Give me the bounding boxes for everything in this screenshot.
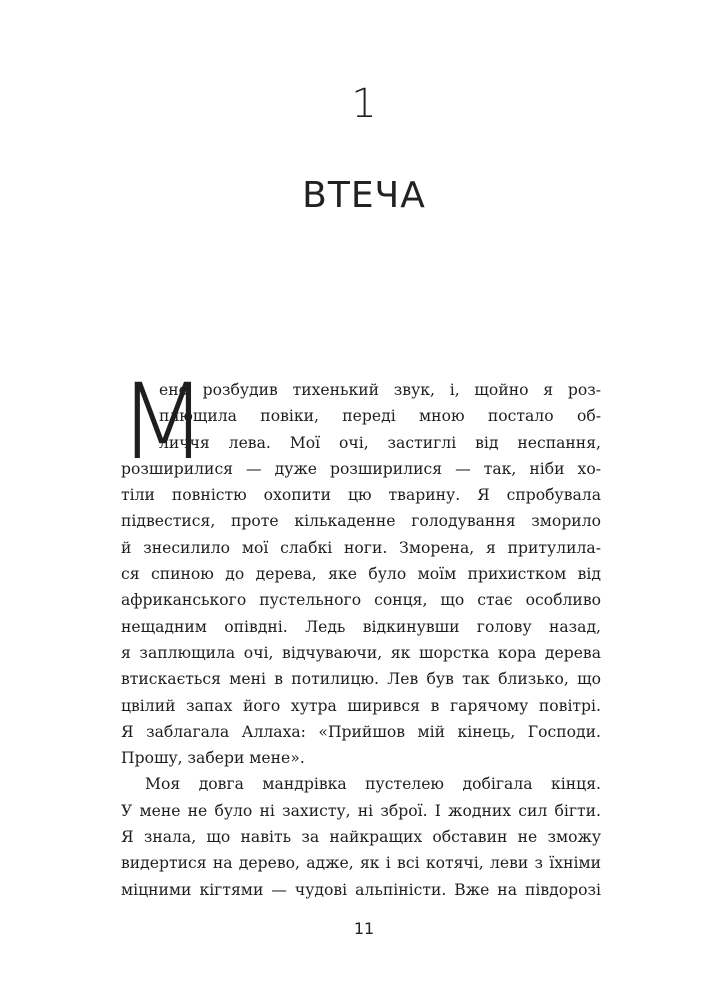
- text-line: ене розбудив тихенький звук, і, щойно я роз-: [159, 381, 601, 399]
- text-line: Прошу, забери мене».: [121, 749, 305, 768]
- text-line: У мене не було ні захисту, ні зброї. І жодних сил бігти.: [121, 801, 601, 820]
- text-line: видертися на дерево, адже, як і всі котячі, леви з їхніми: [121, 854, 601, 873]
- text-line: африканського пустельного сонця, що стає особливо: [121, 591, 601, 610]
- text-line: втискається мені в потилицю. Лев був так близько, що: [121, 670, 601, 689]
- text-line: плющила повіки, переді мною постало об-: [159, 407, 601, 426]
- body-text: [121, 377, 601, 903]
- paragraph-2: [121, 771, 601, 902]
- text-line: нещадним опівдні. Ледь відкинувши голову назад,: [121, 617, 601, 636]
- text-line: підвестися, проте кількаденне голодування зморило: [121, 512, 601, 531]
- text-line: цвілий запах його хутра ширився в гарячому повітрі.: [121, 696, 601, 715]
- text-line: міцними кігтями — чудові альпіністи. Вже на півдорозі: [121, 880, 601, 899]
- paragraph-1: [121, 377, 601, 771]
- text-line: тіли повністю охопити цю тварину. Я спробувала: [121, 486, 601, 505]
- text-line: я заплющила очі, відчуваючи, як шорстка кора дерева: [121, 643, 601, 662]
- text-line: Моя довга мандрівка пустелею добігала кінця.: [145, 775, 601, 794]
- text-line: ся спиною до дерева, яке було моїм прихистком від: [121, 565, 601, 584]
- page-number: 11: [353, 919, 375, 938]
- text-line: Я знала, що навіть за найкращих обставин не зможу: [121, 828, 601, 847]
- drop-cap: М: [118, 361, 208, 483]
- text-line: розширилися — дуже розширилися — так, ніби хо-: [121, 459, 601, 478]
- text-line: й знесилило мої слабкі ноги. Зморена, я притулила-: [121, 538, 601, 557]
- chapter-number: 1: [351, 81, 377, 127]
- chapter-title: ВТЕЧА: [302, 175, 426, 216]
- text-line: Я заблагала Аллаха: «Прийшов мій кінець, Господи.: [121, 722, 601, 741]
- text-line: личчя лева. Мої очі, застиглі від неспання,: [159, 433, 601, 452]
